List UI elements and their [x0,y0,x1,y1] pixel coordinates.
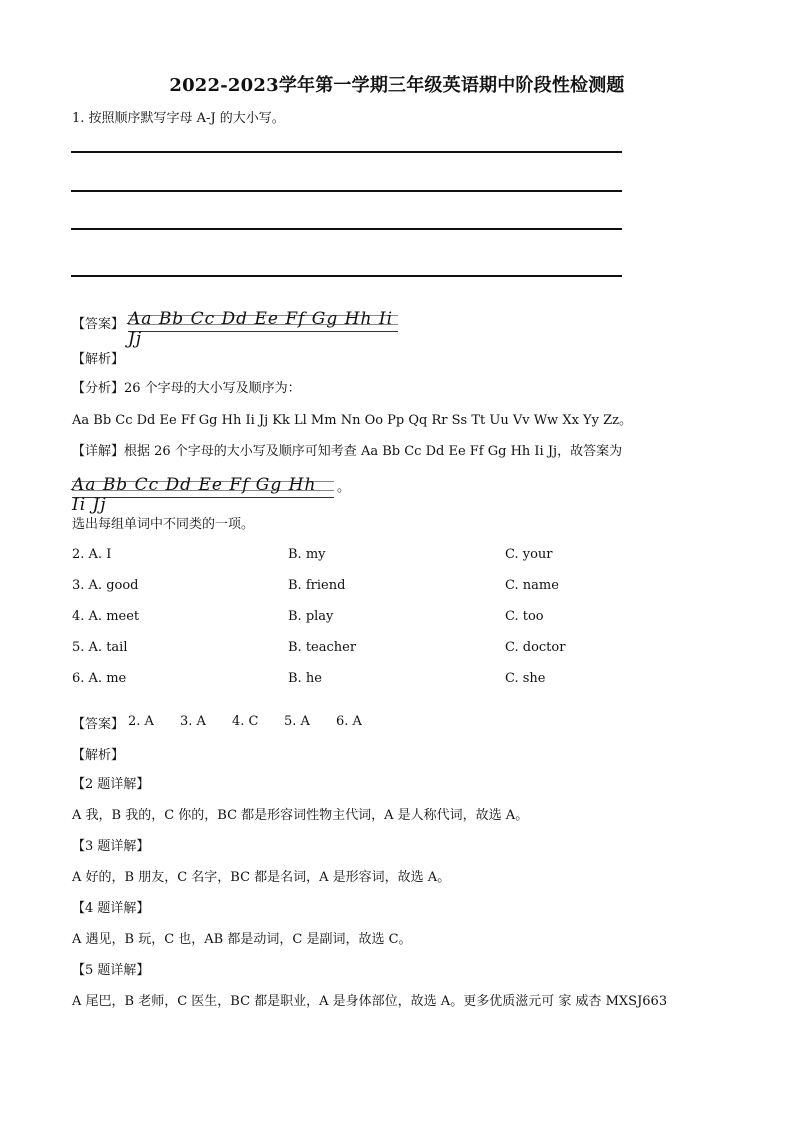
question-1-prompt: 1. 按照顺序默写字母 A-J 的大小写。 [72,111,285,126]
option-a: 3. A. good [72,578,139,593]
answer-item: 4. C [232,714,259,729]
detail-heading: 【2 题详解】 [72,777,150,792]
analysis-tag: 【解析】 [72,352,125,367]
answer-line-3 [71,228,622,230]
option-a: 6. A. me [72,671,127,686]
option-b: B. friend [288,578,346,593]
period: 。 [337,480,351,495]
section-instruction: 选出每组单词中不同类的一项。 [72,517,255,532]
detail-body: A 尾巴，B 老师，C 医生，BC 都是职业，A 是身体部位，故选 A。更多优质滋元可 家 威杏 MXSJ663 [72,994,668,1009]
answer-item: 3. A [180,714,206,729]
analysis-fenxi: 【分析】26 个字母的大小写及顺序为： [72,381,301,396]
handwriting-text: Aa Bb Cc Dd Ee Ff Gg Hh Ii Jj [72,475,317,515]
answer-item: 6. A [336,714,362,729]
option-a: 2. A. I [72,547,112,562]
answer-line-2 [71,190,622,192]
alphabet-line: Aa Bb Cc Dd Ee Ff Gg Hh Ii Jj Kk Ll Mm Nn Oo Pp Qq Rr Ss Tt Uu Vv Ww Xx Yy Zz。 [72,413,632,428]
option-b: B. play [288,609,334,624]
analysis-detail: 【详解】根据 26 个字母的大小写及顺序可知考查 Aa Bb Cc Dd Ee Ff Gg Hh Ii Jj，故答案为 [72,444,623,459]
detail-body: A 遇见，B 玩，C 也，AB 都是动词，C 是副词，故选 C。 [72,932,412,947]
detail-heading: 【4 题详解】 [72,901,150,916]
handwriting-answer-2 [72,475,334,515]
analysis-tag: 【解析】 [72,748,125,763]
option-a: 5. A. tail [72,640,128,655]
answer-item: 5. A [284,714,310,729]
option-c: C. name [505,578,559,593]
answer-item: 2. A [128,714,154,729]
handwriting-text: Aa Bb Cc Dd Ee Ff Gg Hh Ii Jj [128,309,394,349]
answer-tag: 【答案】 [72,717,125,732]
option-a: 4. A. meet [72,609,140,624]
detail-heading: 【3 题详解】 [72,839,150,854]
option-b: B. he [288,671,322,686]
option-c: C. doctor [505,640,566,655]
handwriting-answer-1 [128,309,398,349]
option-c: C. your [505,547,553,562]
option-c: C. too [505,609,544,624]
answer-tag: 【答案】 [72,317,125,332]
detail-heading: 【5 题详解】 [72,963,150,978]
detail-body: A 好的，B 朋友，C 名字，BC 都是名词，A 是形容词，故选 A。 [72,870,451,885]
option-b: B. my [288,547,326,562]
answer-line-1 [71,151,622,153]
answer-line-4 [71,275,622,277]
option-c: C. she [505,671,546,686]
detail-body: A 我，B 我的，C 你的，BC 都是形容词性物主代词，A 是人称代词，故选 A。 [72,808,529,823]
option-b: B. teacher [288,640,357,655]
page-title: 2022-2023学年第一学期三年级英语期中阶段性检测题 [169,75,625,96]
